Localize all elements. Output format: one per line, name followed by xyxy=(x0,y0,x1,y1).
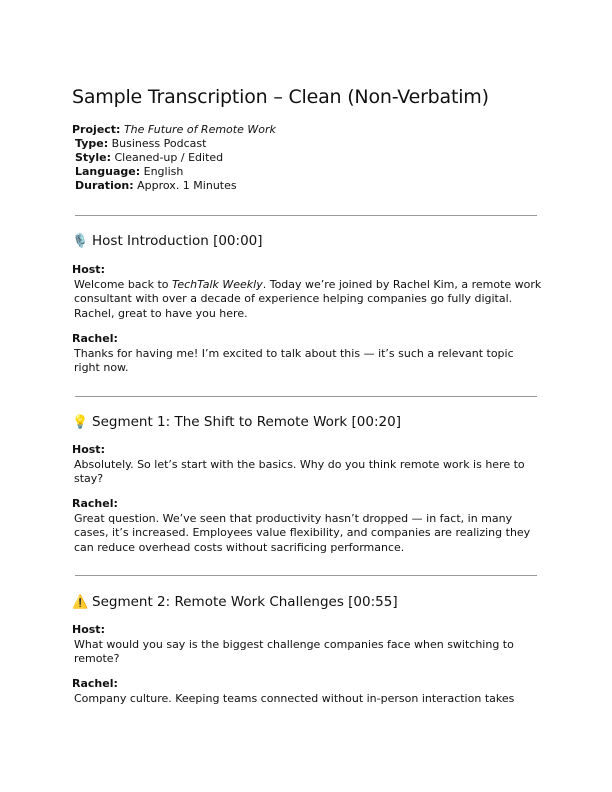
meta-duration-label: Duration: xyxy=(75,179,134,192)
meta-style-value: Cleaned-up / Edited xyxy=(114,151,224,164)
warning-icon: ⚠️ xyxy=(72,595,89,610)
section-title-text: Segment 1: The Shift to Remote Work [00:20] xyxy=(92,414,401,430)
meta-type-label: Type: xyxy=(75,137,109,150)
section-title-segment-2 xyxy=(72,594,398,610)
show-name: TechTalk Weekly xyxy=(172,277,263,291)
speaker-label: Rachel: xyxy=(72,677,118,690)
speaker-label: Host: xyxy=(72,623,105,636)
lightbulb-icon: 💡 xyxy=(72,415,89,430)
meta-type-value: Business Podcast xyxy=(111,137,207,150)
transcript-entry xyxy=(72,677,542,706)
meta-duration xyxy=(72,179,276,193)
transcript-entry xyxy=(72,263,542,321)
meta-language-value: English xyxy=(143,165,184,178)
meta-style xyxy=(72,151,276,165)
meta-style-label: Style: xyxy=(75,151,111,164)
utterance-text: Company culture. Keeping teams connected without in-person interaction takes xyxy=(74,691,515,705)
section-title-host-introduction xyxy=(72,233,263,249)
meta-duration-value: Approx. 1 Minutes xyxy=(137,179,237,192)
section-divider xyxy=(75,215,537,216)
meta-project xyxy=(72,123,276,137)
utterance-text: What would you say is the biggest challenge companies face when switching to remote? xyxy=(74,637,514,665)
document-title: Sample Transcription – Clean (Non-Verbatim) xyxy=(72,86,489,108)
transcript-entry xyxy=(72,497,542,555)
transcript-entry xyxy=(72,332,542,376)
meta-project-value: The Future of Remote Work xyxy=(123,123,276,136)
meta-project-label: Project: xyxy=(72,123,121,136)
utterance-text: Great question. We’ve seen that productivity hasn’t dropped — in fact, in many cases, it’s increased. Employees value flexibility, and companies are realizing they can reduce overhead costs without sacrificing performance. xyxy=(74,511,531,554)
transcript-entry xyxy=(72,443,542,487)
speaker-label: Host: xyxy=(72,263,105,276)
section-divider xyxy=(75,396,537,397)
speaker-label: Rachel: xyxy=(72,497,118,510)
section-title-text: Host Introduction [00:00] xyxy=(92,233,263,249)
meta-language-label: Language: xyxy=(75,165,141,178)
speaker-label: Host: xyxy=(72,443,105,456)
utterance-text: Welcome back to TechTalk Weekly. Today we’re joined by Rachel Kim, a remote work consultant with over a decade of experience helping companies go fully digital. Rachel, great to have you here. xyxy=(74,277,542,320)
meta-type xyxy=(72,137,276,151)
section-title-text: Segment 2: Remote Work Challenges [00:55] xyxy=(92,594,398,610)
utterance-text: Absolutely. So let’s start with the basics. Why do you think remote work is here to stay? xyxy=(74,457,525,485)
transcript-entry xyxy=(72,623,542,667)
section-divider xyxy=(75,575,537,576)
speaker-label: Rachel: xyxy=(72,332,118,345)
microphone-icon: 🎙️ xyxy=(72,234,89,249)
metadata-block xyxy=(72,123,276,193)
meta-language xyxy=(72,165,276,179)
utterance-text: Thanks for having me! I’m excited to talk about this — it’s such a relevant topic right now. xyxy=(74,346,514,374)
section-title-segment-1 xyxy=(72,414,401,430)
